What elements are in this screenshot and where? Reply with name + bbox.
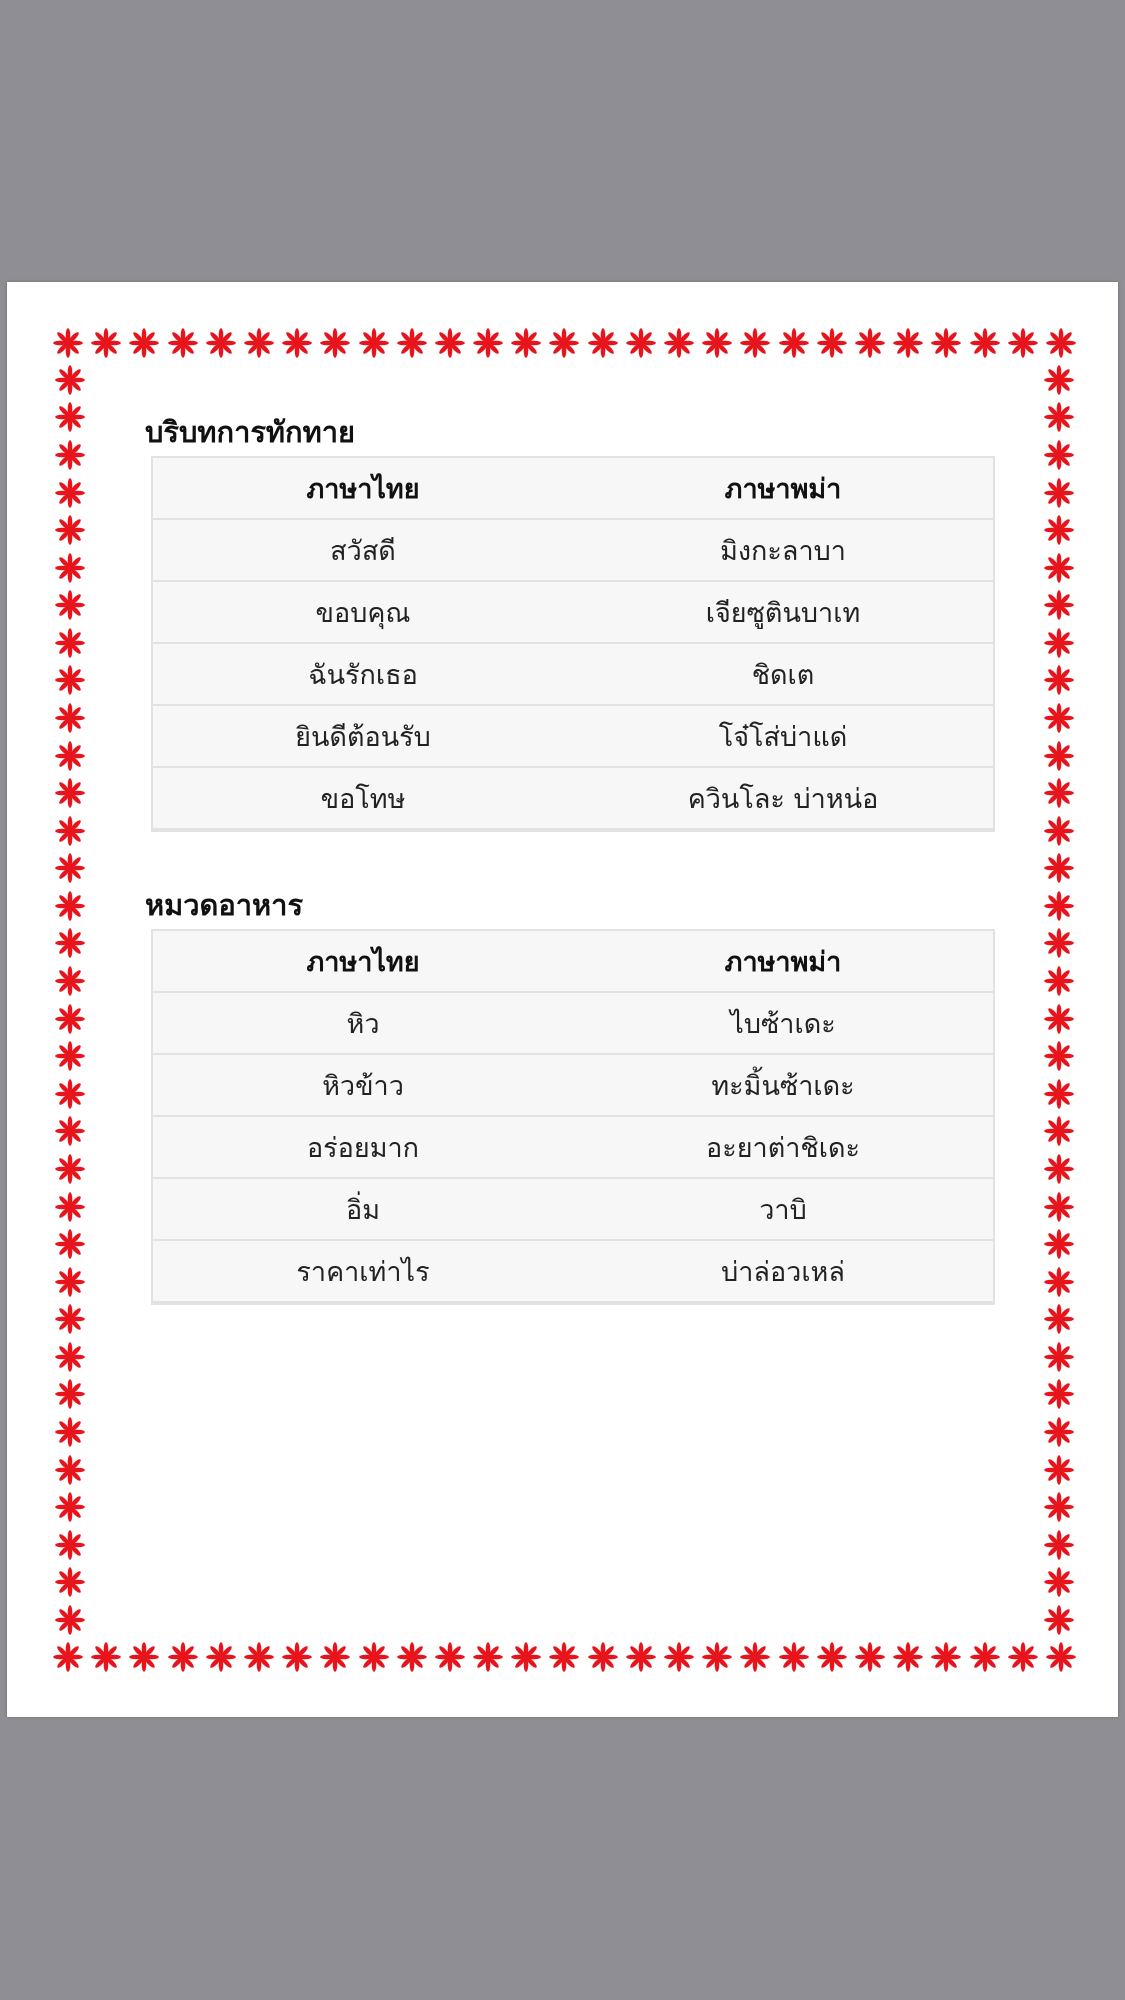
asterisk-flower-icon bbox=[54, 927, 86, 959]
asterisk-flower-icon bbox=[548, 1641, 580, 1673]
table-row bbox=[153, 1117, 993, 1179]
thai-cell: อร่อยมาก bbox=[306, 1132, 420, 1164]
table-row bbox=[153, 1241, 993, 1303]
asterisk-flower-icon bbox=[663, 1641, 695, 1673]
asterisk-flower-icon bbox=[625, 1641, 657, 1673]
thai-cell: หิว bbox=[346, 1008, 380, 1040]
asterisk-flower-icon bbox=[1043, 1416, 1075, 1448]
asterisk-flower-icon bbox=[128, 1641, 160, 1673]
asterisk-flower-icon bbox=[1043, 702, 1075, 734]
asterisk-flower-icon bbox=[1043, 401, 1075, 433]
asterisk-flower-icon bbox=[281, 327, 313, 359]
asterisk-flower-icon bbox=[1043, 740, 1075, 772]
asterisk-flower-icon bbox=[816, 327, 848, 359]
asterisk-flower-icon bbox=[1043, 965, 1075, 997]
table-header-row bbox=[153, 458, 993, 520]
asterisk-flower-icon bbox=[1043, 1191, 1075, 1223]
thai-cell: ขอบคุณ bbox=[315, 597, 411, 629]
asterisk-flower-icon bbox=[54, 401, 86, 433]
asterisk-flower-icon bbox=[1043, 477, 1075, 509]
asterisk-flower-icon bbox=[1043, 1228, 1075, 1260]
asterisk-flower-icon bbox=[434, 327, 466, 359]
asterisk-flower-icon bbox=[510, 327, 542, 359]
burmese-cell: ไบซ้าเดะ bbox=[730, 1008, 836, 1040]
asterisk-flower-icon bbox=[396, 1641, 428, 1673]
asterisk-flower-icon bbox=[54, 1003, 86, 1035]
header-burmese: ภาษาพม่า bbox=[724, 946, 842, 978]
burmese-cell: อะยาต่าชิเดะ bbox=[706, 1132, 860, 1164]
burmese-cell: ชิดเต bbox=[751, 659, 815, 691]
asterisk-flower-icon bbox=[319, 327, 351, 359]
burmese-cell: วาบิ bbox=[759, 1194, 807, 1226]
asterisk-flower-icon bbox=[1043, 1454, 1075, 1486]
asterisk-flower-icon bbox=[54, 364, 86, 396]
asterisk-flower-icon bbox=[54, 514, 86, 546]
asterisk-flower-icon bbox=[54, 852, 86, 884]
asterisk-flower-icon bbox=[1007, 1641, 1039, 1673]
asterisk-flower-icon bbox=[128, 327, 160, 359]
table-row bbox=[153, 644, 993, 706]
asterisk-flower-icon bbox=[54, 702, 86, 734]
table-row bbox=[153, 520, 993, 582]
asterisk-flower-icon bbox=[54, 1378, 86, 1410]
asterisk-flower-icon bbox=[358, 327, 390, 359]
asterisk-flower-icon bbox=[54, 815, 86, 847]
burmese-cell: โจ๋โส่บ่าแด่ bbox=[718, 721, 848, 753]
asterisk-flower-icon bbox=[1043, 439, 1075, 471]
asterisk-flower-icon bbox=[319, 1641, 351, 1673]
asterisk-flower-icon bbox=[1043, 364, 1075, 396]
asterisk-flower-icon bbox=[778, 327, 810, 359]
asterisk-flower-icon bbox=[1043, 1604, 1075, 1636]
asterisk-flower-icon bbox=[701, 327, 733, 359]
asterisk-flower-icon bbox=[892, 1641, 924, 1673]
asterisk-flower-icon bbox=[1007, 327, 1039, 359]
asterisk-flower-icon bbox=[243, 1641, 275, 1673]
asterisk-flower-icon bbox=[1043, 777, 1075, 809]
asterisk-flower-icon bbox=[434, 1641, 466, 1673]
burmese-cell: บ่าล่อวเหล่ bbox=[721, 1256, 845, 1288]
table-row bbox=[153, 582, 993, 644]
asterisk-flower-icon bbox=[1043, 927, 1075, 959]
asterisk-flower-icon bbox=[1043, 1266, 1075, 1298]
header-burmese: ภาษาพม่า bbox=[724, 473, 842, 505]
table-row bbox=[153, 768, 993, 830]
asterisk-flower-icon bbox=[587, 327, 619, 359]
table-header-row bbox=[153, 931, 993, 993]
asterisk-flower-icon bbox=[854, 1641, 886, 1673]
thai-cell: ราคาเท่าไร bbox=[296, 1256, 430, 1288]
thai-cell: ฉันรักเธอ bbox=[308, 659, 418, 691]
asterisk-flower-icon bbox=[510, 1641, 542, 1673]
asterisk-flower-icon bbox=[1043, 1491, 1075, 1523]
asterisk-flower-icon bbox=[1043, 815, 1075, 847]
asterisk-flower-icon bbox=[1043, 589, 1075, 621]
asterisk-flower-icon bbox=[1043, 627, 1075, 659]
asterisk-flower-icon bbox=[1043, 1341, 1075, 1373]
greetings-section bbox=[137, 412, 992, 832]
asterisk-flower-icon bbox=[54, 1153, 86, 1185]
thai-cell: หิวข้าว bbox=[322, 1070, 404, 1102]
asterisk-flower-icon bbox=[54, 552, 86, 584]
asterisk-flower-icon bbox=[1043, 1378, 1075, 1410]
asterisk-flower-icon bbox=[54, 777, 86, 809]
document-page bbox=[7, 282, 1118, 1717]
asterisk-flower-icon bbox=[1043, 890, 1075, 922]
asterisk-flower-icon bbox=[930, 1641, 962, 1673]
asterisk-flower-icon bbox=[1045, 327, 1077, 359]
thai-cell: ยินดีต้อนรับ bbox=[295, 721, 431, 753]
asterisk-flower-icon bbox=[701, 1641, 733, 1673]
table-row bbox=[153, 1055, 993, 1117]
asterisk-flower-icon bbox=[54, 1303, 86, 1335]
asterisk-flower-icon bbox=[54, 1566, 86, 1598]
border-left bbox=[52, 361, 88, 1639]
asterisk-flower-icon bbox=[969, 1641, 1001, 1673]
greetings-table bbox=[151, 456, 995, 832]
border-bottom bbox=[52, 1639, 1077, 1675]
asterisk-flower-icon bbox=[54, 1228, 86, 1260]
asterisk-flower-icon bbox=[52, 327, 84, 359]
asterisk-flower-icon bbox=[472, 1641, 504, 1673]
asterisk-flower-icon bbox=[778, 1641, 810, 1673]
section-title: หมวดอาหาร bbox=[145, 888, 304, 922]
asterisk-flower-icon bbox=[1043, 1078, 1075, 1110]
asterisk-flower-icon bbox=[54, 1191, 86, 1223]
asterisk-flower-icon bbox=[1043, 514, 1075, 546]
asterisk-flower-icon bbox=[54, 740, 86, 772]
asterisk-flower-icon bbox=[1043, 1040, 1075, 1072]
burmese-cell: มิงกะลาบา bbox=[720, 535, 846, 567]
asterisk-flower-icon bbox=[54, 1078, 86, 1110]
asterisk-flower-icon bbox=[90, 327, 122, 359]
burmese-cell: เจียซูตินบาเท bbox=[705, 597, 861, 629]
burmese-cell: ควินโละ บ่าหน่อ bbox=[687, 783, 879, 815]
asterisk-flower-icon bbox=[969, 327, 1001, 359]
asterisk-flower-icon bbox=[54, 1604, 86, 1636]
table-row bbox=[153, 706, 993, 768]
asterisk-flower-icon bbox=[54, 589, 86, 621]
asterisk-flower-icon bbox=[54, 1491, 86, 1523]
asterisk-flower-icon bbox=[396, 327, 428, 359]
asterisk-flower-icon bbox=[54, 1341, 86, 1373]
asterisk-flower-icon bbox=[167, 327, 199, 359]
asterisk-flower-icon bbox=[54, 1529, 86, 1561]
section-title: บริบทการทักทาย bbox=[145, 415, 355, 449]
thai-cell: ขอโทษ bbox=[320, 783, 406, 815]
asterisk-flower-icon bbox=[54, 664, 86, 696]
asterisk-flower-icon bbox=[587, 1641, 619, 1673]
food-table bbox=[151, 929, 995, 1305]
asterisk-flower-icon bbox=[625, 327, 657, 359]
asterisk-flower-icon bbox=[54, 890, 86, 922]
table-row bbox=[153, 993, 993, 1055]
asterisk-flower-icon bbox=[472, 327, 504, 359]
asterisk-flower-icon bbox=[739, 1641, 771, 1673]
asterisk-flower-icon bbox=[54, 1266, 86, 1298]
thai-cell: อิ่ม bbox=[345, 1194, 380, 1226]
asterisk-flower-icon bbox=[892, 327, 924, 359]
asterisk-flower-icon bbox=[1043, 1115, 1075, 1147]
border-right bbox=[1041, 361, 1077, 1639]
asterisk-flower-icon bbox=[1043, 552, 1075, 584]
asterisk-flower-icon bbox=[54, 1454, 86, 1486]
thai-cell: สวัสดี bbox=[330, 535, 396, 567]
asterisk-flower-icon bbox=[816, 1641, 848, 1673]
asterisk-flower-icon bbox=[1043, 852, 1075, 884]
asterisk-flower-icon bbox=[205, 327, 237, 359]
table-row bbox=[153, 1179, 993, 1241]
border-top bbox=[52, 325, 1077, 361]
asterisk-flower-icon bbox=[167, 1641, 199, 1673]
asterisk-flower-icon bbox=[548, 327, 580, 359]
asterisk-flower-icon bbox=[358, 1641, 390, 1673]
asterisk-flower-icon bbox=[1043, 1003, 1075, 1035]
food-section bbox=[137, 885, 992, 1305]
asterisk-flower-icon bbox=[54, 1040, 86, 1072]
asterisk-flower-icon bbox=[54, 627, 86, 659]
asterisk-flower-icon bbox=[1043, 1529, 1075, 1561]
asterisk-flower-icon bbox=[243, 327, 275, 359]
header-thai: ภาษาไทย bbox=[306, 473, 420, 505]
asterisk-flower-icon bbox=[205, 1641, 237, 1673]
asterisk-flower-icon bbox=[663, 327, 695, 359]
asterisk-flower-icon bbox=[54, 965, 86, 997]
asterisk-flower-icon bbox=[1043, 1303, 1075, 1335]
asterisk-flower-icon bbox=[54, 1115, 86, 1147]
asterisk-flower-icon bbox=[1043, 1153, 1075, 1185]
asterisk-flower-icon bbox=[54, 477, 86, 509]
asterisk-flower-icon bbox=[1043, 1566, 1075, 1598]
asterisk-flower-icon bbox=[54, 439, 86, 471]
asterisk-flower-icon bbox=[930, 327, 962, 359]
asterisk-flower-icon bbox=[1045, 1641, 1077, 1673]
burmese-cell: ทะมิ้นซ้าเดะ bbox=[711, 1070, 855, 1102]
asterisk-flower-icon bbox=[1043, 664, 1075, 696]
asterisk-flower-icon bbox=[739, 327, 771, 359]
header-thai: ภาษาไทย bbox=[306, 946, 420, 978]
asterisk-flower-icon bbox=[281, 1641, 313, 1673]
asterisk-flower-icon bbox=[90, 1641, 122, 1673]
asterisk-flower-icon bbox=[854, 327, 886, 359]
asterisk-flower-icon bbox=[54, 1416, 86, 1448]
asterisk-flower-icon bbox=[52, 1641, 84, 1673]
